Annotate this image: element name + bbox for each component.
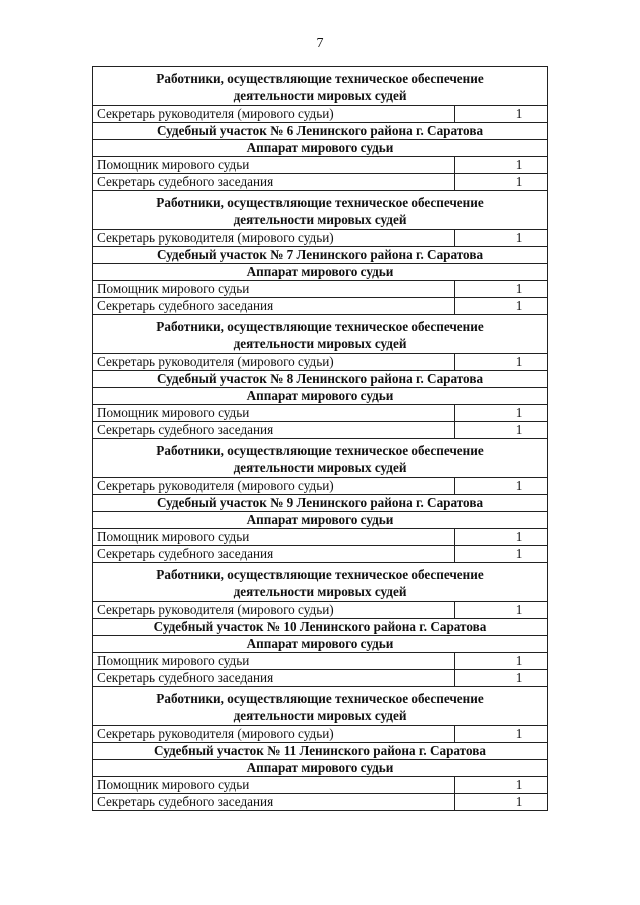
table-row [93, 478, 548, 495]
section-heading [93, 563, 548, 602]
section-heading-line: Работники, осуществляющие техническое обеспечение [156, 319, 484, 334]
section-heading: Судебный участок № 8 Ленинского района г. Саратова [93, 371, 548, 388]
section-heading: Аппарат мирового судьи [93, 512, 548, 529]
position-count: 1 [455, 794, 548, 811]
position-name: Помощник мирового судьи [93, 157, 455, 174]
table-row [93, 777, 548, 794]
position-name: Секретарь судебного заседания [93, 546, 455, 563]
table-row [93, 230, 548, 247]
staff-table-body [93, 67, 548, 811]
position-count: 1 [455, 174, 548, 191]
section-heading: Аппарат мирового судьи [93, 264, 548, 281]
section-heading [93, 191, 548, 230]
position-name: Помощник мирового судьи [93, 529, 455, 546]
position-count: 1 [455, 281, 548, 298]
section-heading-line: деятельности мировых судей [233, 336, 407, 351]
position-name: Секретарь руководителя (мирового судьи) [93, 726, 455, 743]
position-name: Секретарь руководителя (мирового судьи) [93, 106, 455, 123]
section-heading-row [93, 67, 548, 106]
position-count: 1 [455, 106, 548, 123]
table-row [93, 422, 548, 439]
section-heading [93, 439, 548, 478]
section-heading-row [93, 687, 548, 726]
section-heading-row [93, 264, 548, 281]
table-row [93, 405, 548, 422]
table-row [93, 602, 548, 619]
section-heading-row [93, 140, 548, 157]
section-heading-row [93, 439, 548, 478]
section-heading: Судебный участок № 10 Ленинского района г. Саратова [93, 619, 548, 636]
position-name: Секретарь судебного заседания [93, 670, 455, 687]
table-row [93, 157, 548, 174]
table-row [93, 653, 548, 670]
table-row [93, 174, 548, 191]
section-heading-line: Работники, осуществляющие техническое обеспечение [156, 691, 484, 706]
position-name: Помощник мирового судьи [93, 777, 455, 794]
section-heading-line: Работники, осуществляющие техническое обеспечение [156, 567, 484, 582]
position-name: Секретарь руководителя (мирового судьи) [93, 354, 455, 371]
position-name: Секретарь судебного заседания [93, 794, 455, 811]
section-heading-row [93, 743, 548, 760]
section-heading: Аппарат мирового судьи [93, 760, 548, 777]
section-heading: Судебный участок № 11 Ленинского района г. Саратова [93, 743, 548, 760]
section-heading-row [93, 371, 548, 388]
table-row [93, 281, 548, 298]
section-heading: Судебный участок № 9 Ленинского района г. Саратова [93, 495, 548, 512]
page-number: 7 [316, 36, 324, 51]
section-heading-row [93, 247, 548, 264]
section-heading-row [93, 123, 548, 140]
section-heading: Судебный участок № 7 Ленинского района г. Саратова [93, 247, 548, 264]
position-count: 1 [455, 298, 548, 315]
section-heading [93, 67, 548, 106]
section-heading-row [93, 619, 548, 636]
section-heading-line: деятельности мировых судей [233, 708, 407, 723]
position-count: 1 [455, 354, 548, 371]
position-name: Секретарь руководителя (мирового судьи) [93, 230, 455, 247]
position-count: 1 [455, 529, 548, 546]
table-row [93, 106, 548, 123]
position-count: 1 [455, 478, 548, 495]
position-count: 1 [455, 726, 548, 743]
section-heading-row [93, 495, 548, 512]
position-count: 1 [455, 230, 548, 247]
staff-table [92, 66, 548, 811]
table-row [93, 670, 548, 687]
section-heading-line: Работники, осуществляющие техническое обеспечение [156, 443, 484, 458]
section-heading-line: деятельности мировых судей [233, 584, 407, 599]
section-heading-row [93, 760, 548, 777]
position-name: Секретарь руководителя (мирового судьи) [93, 602, 455, 619]
section-heading-row [93, 636, 548, 653]
section-heading: Аппарат мирового судьи [93, 388, 548, 405]
section-heading-line: Работники, осуществляющие техническое обеспечение [156, 195, 484, 210]
position-count: 1 [455, 405, 548, 422]
section-heading-row [93, 512, 548, 529]
section-heading-line: Работники, осуществляющие техническое обеспечение [156, 71, 484, 86]
position-name: Секретарь руководителя (мирового судьи) [93, 478, 455, 495]
position-count: 1 [455, 670, 548, 687]
position-count: 1 [455, 546, 548, 563]
table-row [93, 726, 548, 743]
position-name: Помощник мирового судьи [93, 405, 455, 422]
section-heading: Аппарат мирового судьи [93, 140, 548, 157]
section-heading-row [93, 315, 548, 354]
section-heading-row [93, 191, 548, 230]
section-heading-line: деятельности мировых судей [233, 88, 407, 103]
table-row [93, 298, 548, 315]
position-name: Помощник мирового судьи [93, 281, 455, 298]
position-count: 1 [455, 157, 548, 174]
position-name: Секретарь судебного заседания [93, 298, 455, 315]
position-count: 1 [455, 653, 548, 670]
section-heading: Судебный участок № 6 Ленинского района г. Саратова [93, 123, 548, 140]
section-heading-row [93, 563, 548, 602]
position-count: 1 [455, 422, 548, 439]
section-heading [93, 687, 548, 726]
table-row [93, 529, 548, 546]
section-heading-line: деятельности мировых судей [233, 212, 407, 227]
section-heading-line: деятельности мировых судей [233, 460, 407, 475]
position-name: Помощник мирового судьи [93, 653, 455, 670]
table-row [93, 354, 548, 371]
position-count: 1 [455, 602, 548, 619]
table-row [93, 794, 548, 811]
position-name: Секретарь судебного заседания [93, 422, 455, 439]
section-heading-row [93, 388, 548, 405]
section-heading: Аппарат мирового судьи [93, 636, 548, 653]
position-name: Секретарь судебного заседания [93, 174, 455, 191]
position-count: 1 [455, 777, 548, 794]
section-heading [93, 315, 548, 354]
table-row [93, 546, 548, 563]
